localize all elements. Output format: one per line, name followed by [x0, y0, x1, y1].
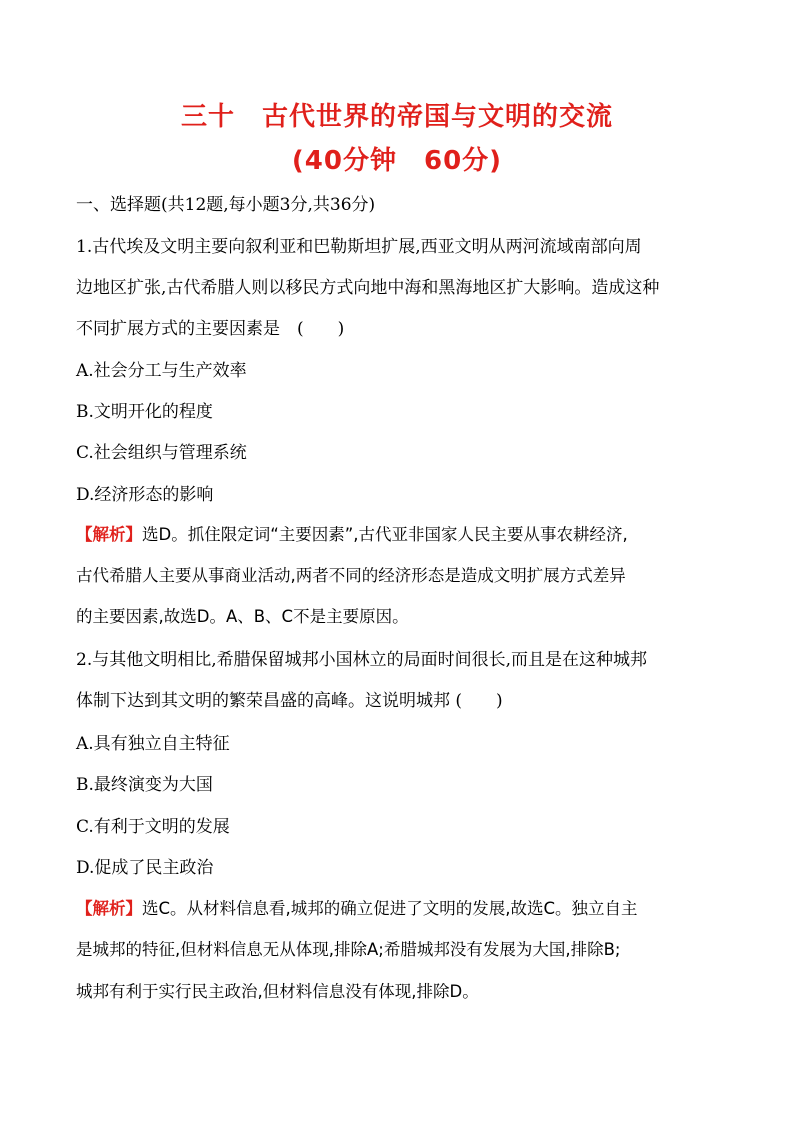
q2-option-c: C.有利于文明的发展 — [76, 817, 230, 837]
q2-analysis-line-2: 是城邦的特征,但材料信息无从体现,排除A;希腊城邦没有发展为大国,排除B; — [76, 940, 621, 959]
q2-stem-line-1: 2.与其他文明相比,希腊保留城邦小国林立的局面时间很长,而且是在这种城邦 — [76, 650, 648, 670]
q1-stem-line-2: 边地区扩张,古代希腊人则以移民方式向地中海和黑海地区扩大影响。造成这种 — [76, 278, 660, 298]
q2-stem-line-2: 体制下达到其文明的繁荣昌盛的高峰。这说明城邦 ( ) — [76, 691, 503, 711]
page-subtitle: (40分钟 60分) — [291, 146, 503, 176]
q2-analysis-tag: 【解析】 — [76, 899, 142, 918]
q1-option-b: B.文明开化的程度 — [76, 402, 213, 422]
q1-option-a: A.社会分工与生产效率 — [76, 361, 247, 381]
q2-option-d: D.促成了民主政治 — [76, 858, 214, 878]
q2-option-b: B.最终演变为大国 — [76, 775, 213, 795]
q1-analysis-line-1 — [76, 521, 628, 545]
q1-stem-line-1: 1.古代埃及文明主要向叙利亚和巴勒斯坦扩展,西亚文明从两河流域南部向周 — [76, 237, 642, 257]
q1-stem-line-3: 不同扩展方式的主要因素是 ( ) — [76, 319, 345, 339]
q2-analysis-text-1: 选C。从材料信息看,城邦的确立促进了文明的发展,故选C。独立自主 — [142, 899, 638, 918]
q1-option-c: C.社会组织与管理系统 — [76, 443, 247, 463]
q2-analysis-line-1 — [76, 895, 638, 919]
q2-option-a: A.具有独立自主特征 — [76, 734, 230, 754]
q1-option-d: D.经济形态的影响 — [76, 485, 214, 505]
q1-analysis-line-3: 的主要因素,故选D。A、B、C不是主要原因。 — [76, 607, 409, 626]
section-heading: 一、选择题(共12题,每小题3分,共36分) — [76, 195, 376, 215]
q1-analysis-text-1: 选D。抓住限定词“主要因素”,古代亚非国家人民主要从事农耕经济, — [142, 525, 628, 544]
page-title: 三十 古代世界的帝国与文明的交流 — [180, 102, 613, 132]
q1-analysis-tag: 【解析】 — [76, 525, 142, 544]
q1-analysis-line-2: 古代希腊人主要从事商业活动,两者不同的经济形态是造成文明扩展方式差异 — [76, 566, 626, 585]
q2-analysis-line-3: 城邦有利于实行民主政治,但材料信息没有体现,排除D。 — [76, 982, 479, 1001]
